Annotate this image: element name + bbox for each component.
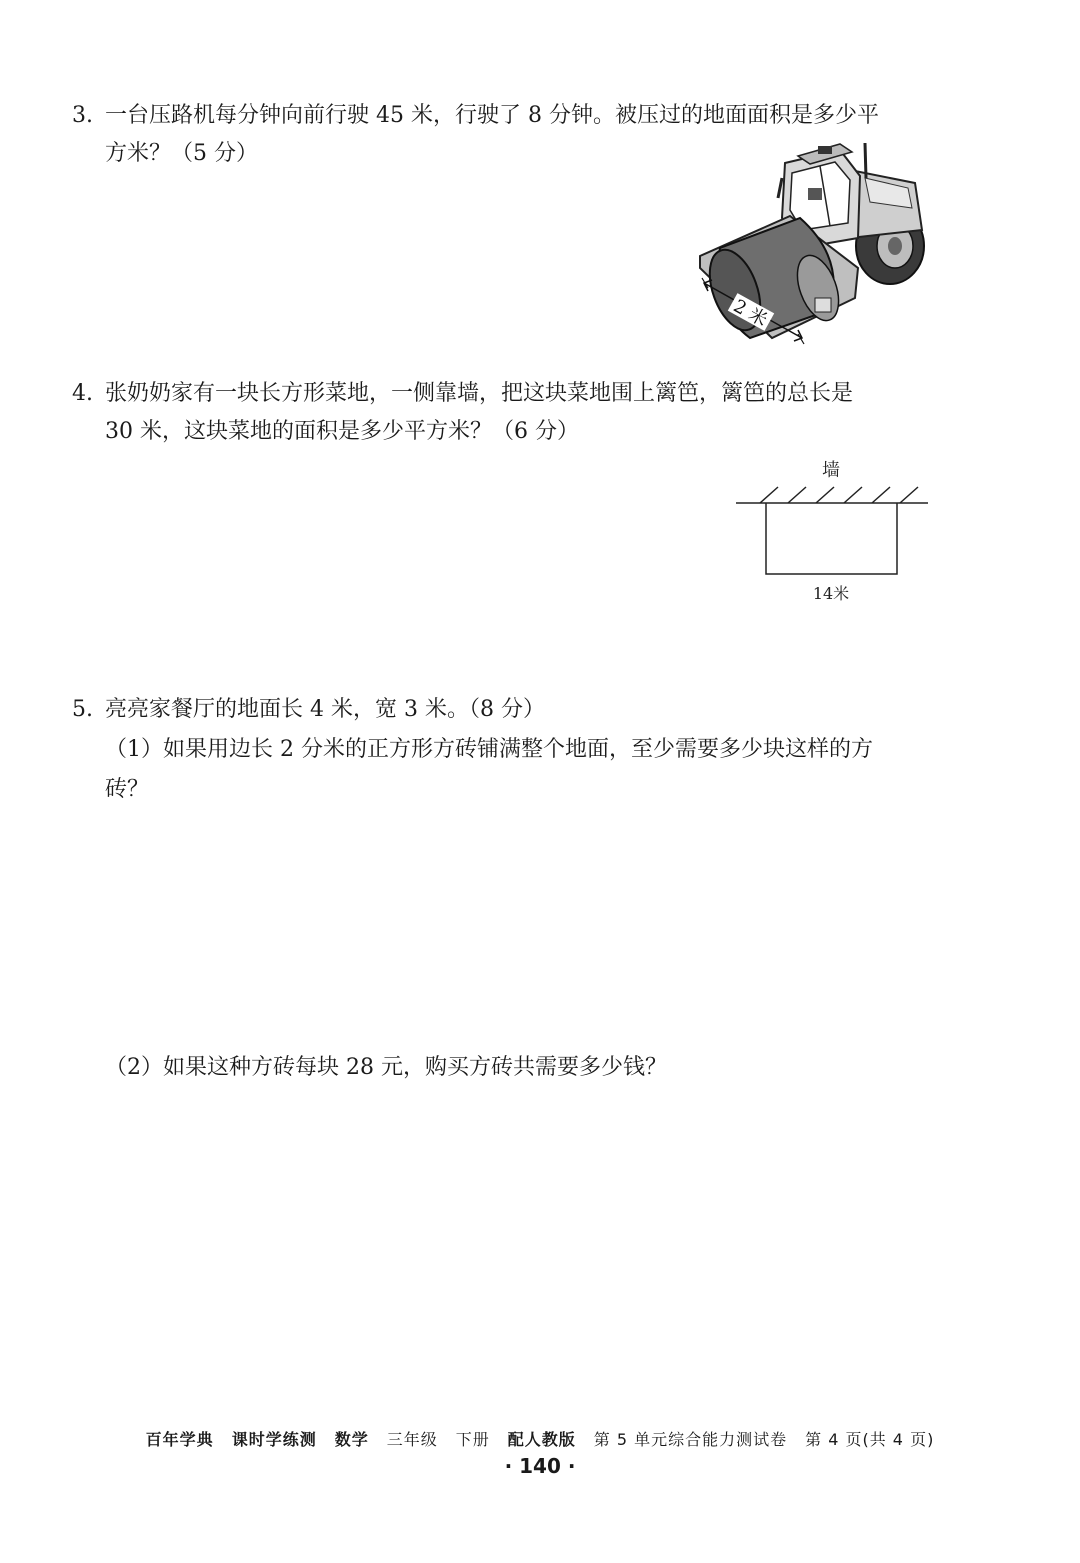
page-footer [0,1427,1080,1450]
question-4-line-1: 4. 张奶奶家有一块长方形菜地，一侧靠墙，把这块菜地围上篱笆，篱笆的总长是 [72,375,952,413]
page-number: · 140 · [504,1454,576,1478]
footer-grade: 三年级 [386,1430,438,1449]
question-5-line-1: 5. 亮亮家餐厅的地面长 4 米，宽 3 米。（8 分） [72,691,952,729]
garden-diagram [730,455,935,610]
footer-edition: 配人教版 [507,1430,576,1449]
footer-series: 课时学练测 [231,1430,317,1449]
footer-test: 第 5 单元综合能力测试卷 [593,1430,788,1449]
wall-hatching [760,487,918,503]
length-label: 14米 [812,584,850,603]
question-3-line-1: 3. 一台压路机每分钟向前行驶 45 米，行驶了 8 分钟。被压过的地面面积是多少平 [72,97,952,135]
wall-label: 墙 [822,460,840,481]
question-3-number: 3. [72,103,93,128]
question-4-number: 4. [72,381,93,406]
roller-width-label: 2 米 [729,295,771,332]
footer-volume: 下册 [455,1430,490,1449]
question-5-number: 5. [72,697,93,722]
footer-page-info: 第 4 页(共 4 页) [805,1430,935,1449]
question-5-part-2: （2）如果这种方砖每块 28 元，购买方砖共需要多少钱？ [105,1055,667,1080]
question-5-part-1: （1）如果用边长 2 分米的正方形方砖铺满整个地面，至少需要多少块这样的方 [105,737,873,762]
footer-brand: 百年学典 [145,1430,214,1449]
question-5 [72,691,952,729]
footer-subject: 数学 [334,1430,369,1449]
question-5-part-1-cont: 砖？ [105,777,150,802]
road-roller-image [690,138,930,348]
question-3-line-2: 方米？（5 分） [105,141,258,166]
question-4 [72,375,952,451]
question-4-line-2: 30 米，这块菜地的面积是多少平方米？（6 分） [105,419,579,444]
fence-outline [766,503,897,574]
